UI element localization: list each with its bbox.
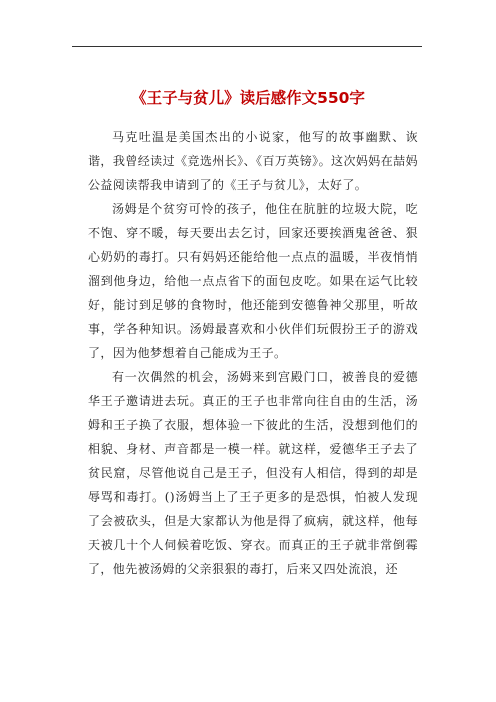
header-rule (72, 46, 422, 47)
document-body (88, 125, 418, 581)
paragraph: 汤姆是个贫穷可怜的孩子，他住在肮脏的垃圾大院，吃不饱、穿不暖，每天要出去乞讨，回家还要挨酒鬼爸爸、狠心奶奶的毒打。只有妈妈还能给他一点点的温暖，半夜悄悄溜到他身边，给他一点点省下的面包皮吃。如果在运气比较好，能讨到足够的食物时，他还能到安德鲁神父那里，听故事，学各种知识。汤姆最喜欢和小伙伴们玩假扮王子的游戏了，因为他梦想着自己能成为王子。 (88, 202, 418, 360)
document-title: 《王子与贫儿》读后感作文550字 (131, 89, 365, 107)
paragraph: 有一次偶然的机会，汤姆来到宫殿门口，被善良的爱德华王子邀请进去玩。真正的王子也非常向往自由的生活，汤姆和王子换了衣服，想体验一下彼此的生活，没想到他们的相貌、身材、声音都是一模一样。就这样，爱德华王子去了贫民窟，尽管他说自己是王子，但没有人相信，得到的却是辱骂和毒打。()汤姆当上了王子更多的是恐惧，怕被人发现了会被砍头，但是大家都认为他是得了疯病，就这样，他每天被几十个人伺候着吃饭、穿衣。而真正的王子就非常倒霉了，他先被汤姆的父亲狠狠的毒打，后来又四处流浪，还 (88, 370, 418, 576)
paragraph: 马克吐温是美国杰出的小说家，他写的故事幽默、诙谐，我曾经读过《竞选州长》、《百万英镑》。这次妈妈在喆妈公益阅读帮我申请到了的《王子与贫儿》，太好了。 (88, 130, 418, 192)
